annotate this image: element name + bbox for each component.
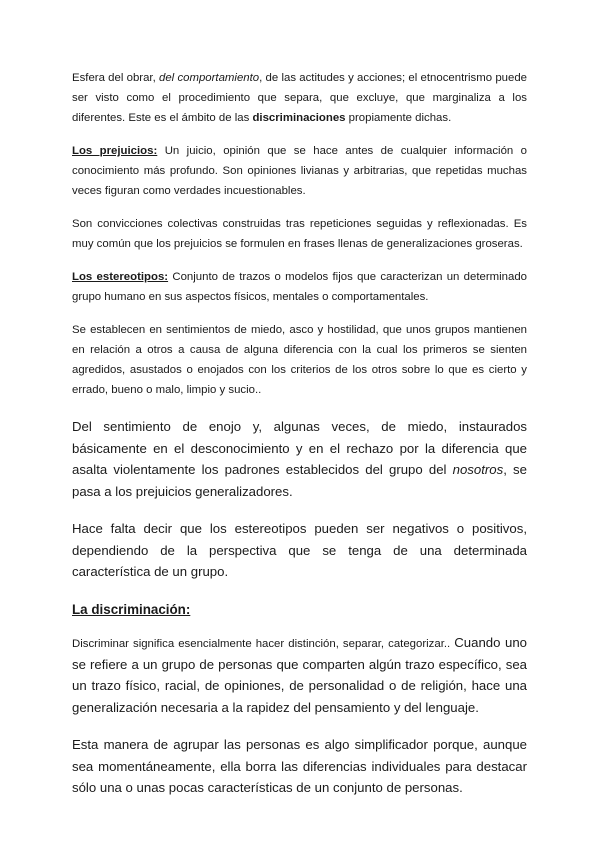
paragraph-comportamiento: Esfera del obrar, del comportamiento, de las actitudes y acciones; el etnocentrismo puede ser visto como el procedimiento que separa, que excluye, que marginaliza a los diferentes. Este es el ámbito de las discriminaciones propiamente dichas. <box>72 72 527 124</box>
document-page <box>72 68 527 799</box>
paragraph-enojo: Del sentimiento de enojo y, algunas veces, de miedo, instaurados básicamente en el desconocimiento y en el rechazo por la diferencia que asalta violentamente los padrones establecidos del grupo del nosotros, se pasa a los prejuicios generalizadores. <box>72 419 527 499</box>
paragraph-agrupar: Esta manera de agrupar las personas es algo simplificador porque, aunque sea momentáneamente, ella borra las diferencias individuales para destacar sólo una o unas pocas características de un conjunto de personas. <box>72 737 527 795</box>
emphasis-comportamiento: del comportamiento <box>159 72 260 84</box>
paragraph-discriminar: Discriminar significa esencialmente hacer distinción, separar, categorizar.. Cuando uno se refiere a un grupo de personas que comparten algún trazo específico, sea un trazo físico, racial, de opiniones, de personalidad o de religión, hace una generalización necesaria a la rapidez del pensamiento y del lenguaje. <box>72 634 527 715</box>
paragraph-sentimientos: Se establecen en sentimientos de miedo, asco y hostilidad, que unos grupos mantienen en relación a otros a causa de alguna diferencia con la cual los primeros se sienten agredidos, asustados o enojados con los criterios de los otros sobre lo que es cierto y errado, bueno o malo, limpio y sucio.. <box>72 324 527 396</box>
emphasis-nosotros: nosotros <box>452 462 504 477</box>
term-estereotipos: Los estereotipos: <box>72 271 169 283</box>
strong-discriminaciones: discriminaciones <box>252 112 346 124</box>
paragraph-convicciones: Son convicciones colectivas construidas tras repeticiones seguidas y reflexionadas. Es muy común que los prejuicios se formulen en frases llenas de generalizaciones groseras. <box>72 218 527 250</box>
paragraph-estereotipos: Los estereotipos: Conjunto de trazos o modelos fijos que caracterizan un determinado grupo humano en sus aspectos físicos, mentales o comportamentales. <box>72 271 527 303</box>
term-prejuicios: Los prejuicios: <box>72 145 158 157</box>
paragraph-prejuicios: Los prejuicios: Un juicio, opinión que se hace antes de cualquier información o conocimiento más profundo. Son opiniones livianas y arbitrarias, que repetidas muchas veces figuran como verdades incuestionables. <box>72 145 528 197</box>
heading-discriminacion: La discriminación: <box>72 601 191 617</box>
paragraph-estereotipos-valor: Hace falta decir que los estereotipos pueden ser negativos o positivos, dependiendo de la perspectiva que se tenga de una determinada característica de un grupo. <box>72 521 527 579</box>
